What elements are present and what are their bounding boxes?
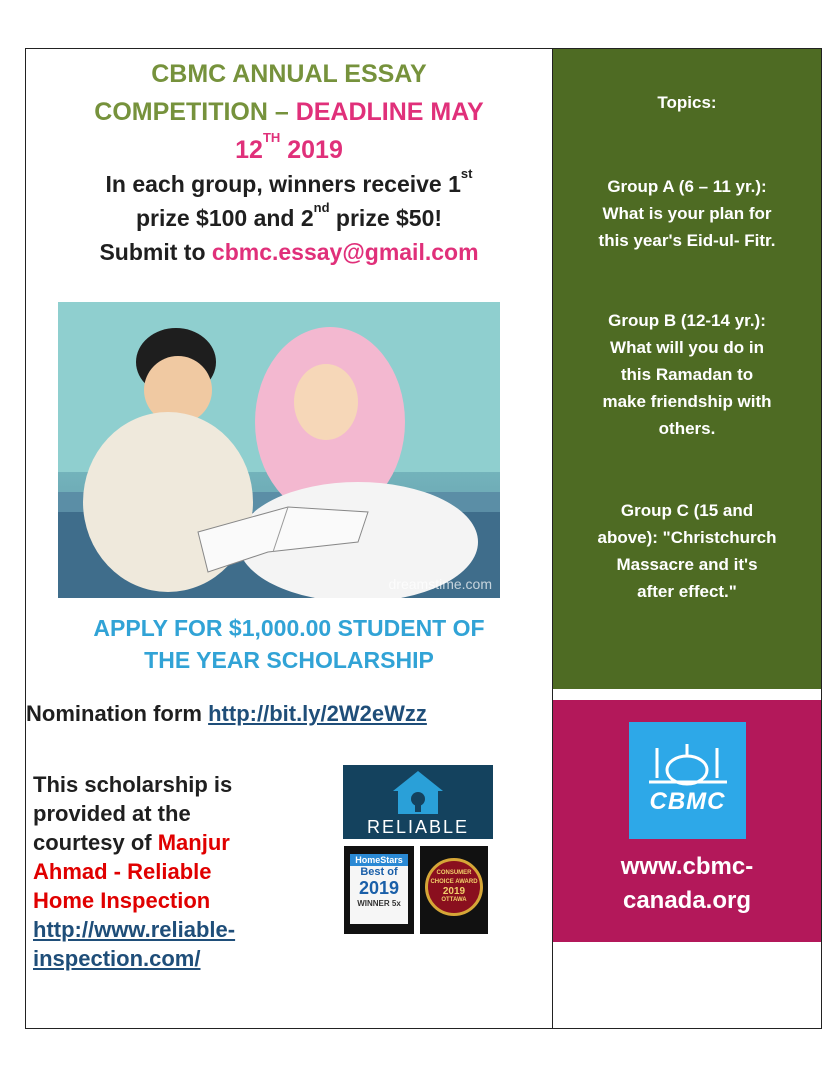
group-b-line-4: make friendship with [602, 392, 772, 411]
group-c-line-4: after effect." [637, 582, 737, 601]
homestars-best-of: Best of [360, 866, 398, 878]
consumer-award-label: CHOICE AWARD [430, 879, 478, 885]
group-c-line-1: Group C (15 and [620, 501, 754, 520]
group-c-line-2: above): "Christchurch [597, 528, 777, 547]
homestars-label: HomeStars [350, 854, 408, 866]
title-competition: COMPETITION – [94, 98, 296, 126]
prize-sup-1: st [460, 166, 473, 181]
deadline-year: 2019 [280, 136, 343, 164]
homestars-winner: WINNER 5x [357, 899, 401, 908]
reliable-logo-text: RELIABLE [366, 817, 470, 837]
competition-title [26, 55, 552, 169]
website-panel [553, 700, 821, 942]
prize-text-3: prize $50! [329, 205, 443, 231]
scholarship-heading [26, 612, 552, 676]
courtesy-of-label: courtesy of [33, 830, 158, 855]
group-a-line-2: What is your plan for [602, 204, 772, 223]
deadline-day: 12 [235, 136, 263, 164]
group-b-line-2: What will you do in [610, 338, 764, 357]
consumer-city: OTTAWA [441, 897, 467, 903]
consumer-choice-badge [420, 846, 488, 934]
sponsor-name-3: Home Inspection [33, 888, 211, 913]
homestars-badge [344, 846, 414, 934]
photo-watermark: dreamstime.com [388, 576, 492, 592]
website-line-1: www.cbmc- [620, 853, 754, 880]
reliable-logo [343, 765, 493, 839]
prize-text-1: In each group, winners receive 1 [105, 171, 461, 197]
consumer-label: CONSUMER [436, 870, 472, 876]
photo-illustration [58, 302, 500, 598]
group-c-line-3: Massacre and it's [616, 555, 758, 574]
title-line-2 [26, 93, 552, 131]
nomination-form [26, 701, 552, 727]
group-b-line-3: this Ramadan to [620, 365, 754, 384]
prize-text-2: prize $100 and 2 [135, 205, 314, 231]
sponsor-courtesy [33, 770, 333, 973]
scholarship-line-2: THE YEAR SCHOLARSHIP [144, 647, 434, 673]
mosque-icon [629, 722, 746, 839]
topic-group-a [553, 173, 821, 254]
consumer-choice-seal [425, 858, 483, 916]
title-deadline: DEADLINE MAY [295, 98, 484, 126]
title-line-3 [26, 131, 552, 169]
scholarship-line-1: APPLY FOR $1,000.00 STUDENT OF [93, 615, 485, 641]
consumer-year: 2019 [442, 886, 466, 897]
prize-line-1 [26, 167, 552, 201]
topics-panel [553, 49, 821, 689]
group-a-line-3: this year's Eid-ul- Fitr. [598, 231, 776, 250]
website-line-2: canada.org [622, 887, 752, 914]
nomination-label: Nomination form [26, 701, 209, 726]
sponsor-name-1: Manjur [157, 830, 230, 855]
sponsor-link-2[interactable]: inspection.com/ [33, 946, 201, 971]
cbmc-logo-text: CBMC [649, 788, 726, 815]
prize-line-2 [26, 201, 552, 235]
homestars-year: 2019 [358, 878, 400, 898]
deadline-day-suffix: TH [262, 130, 281, 145]
group-a-line-1: Group A (6 – 11 yr.): [607, 177, 767, 196]
children-reading-photo [58, 302, 500, 598]
submit-line [26, 235, 552, 269]
title-line-1: CBMC ANNUAL ESSAY [151, 60, 427, 88]
nomination-link[interactable]: http://bit.ly/2W2eWzz [208, 701, 427, 726]
topic-group-c [553, 497, 821, 605]
sponsor-name-2: Ahmad - Reliable [33, 859, 212, 884]
website-url[interactable] [553, 850, 821, 918]
courtesy-line-1: This scholarship is [33, 772, 233, 797]
topic-group-b [553, 307, 821, 442]
submit-label: Submit to [99, 239, 212, 265]
prize-sup-2: nd [313, 200, 330, 215]
submit-email-link[interactable]: cbmc.essay@gmail.com [211, 239, 479, 265]
group-b-line-1: Group B (12-14 yr.): [608, 311, 766, 330]
topics-heading: Topics: [657, 93, 717, 112]
courtesy-line-2: provided at the [33, 801, 191, 826]
courtesy-line-3 [33, 828, 333, 857]
sponsor-link-1[interactable]: http://www.reliable- [33, 917, 236, 942]
group-b-line-5: others. [658, 419, 716, 438]
homestars-badge-inner [350, 854, 408, 924]
cbmc-logo [629, 722, 746, 839]
prize-info [26, 167, 552, 269]
